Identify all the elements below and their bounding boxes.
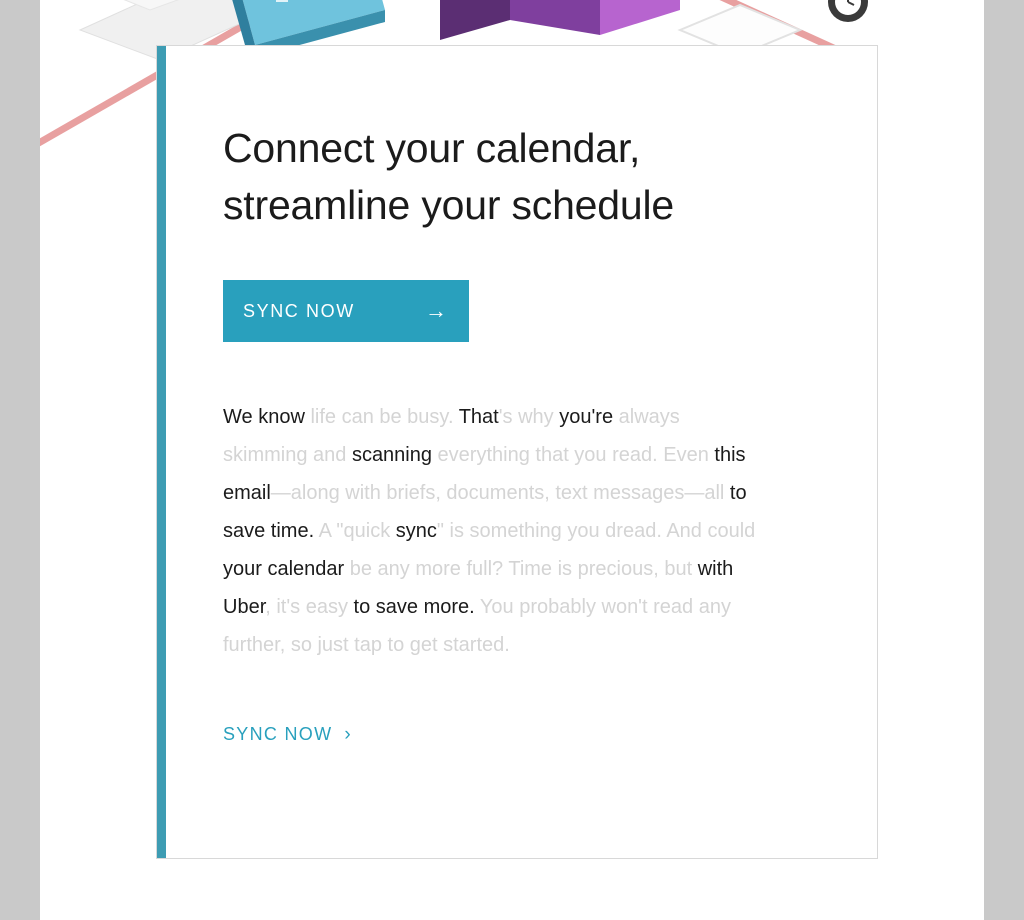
headline-line-2: streamline your schedule	[223, 182, 674, 228]
body-copy-highlight: We know	[223, 406, 311, 428]
body-copy	[223, 342, 763, 664]
body-copy-highlight: That	[458, 406, 499, 428]
sync-now-button-label: SYNC NOW	[243, 300, 355, 321]
body-copy-muted: A "quick	[314, 520, 396, 542]
body-copy-highlight: sync	[395, 520, 437, 542]
body-copy-muted: everything that you read. Even	[432, 444, 715, 466]
body-copy-highlight: with Uber	[223, 558, 734, 618]
email-body	[40, 0, 984, 880]
body-copy-highlight: to save time.	[223, 482, 747, 542]
card-content	[223, 46, 877, 858]
body-copy-muted: , it's easy	[265, 596, 354, 618]
body-copy-highlight: you're	[559, 406, 619, 428]
sync-now-link[interactable]	[223, 724, 352, 745]
sync-now-link-label: SYNC NOW	[223, 724, 333, 744]
headline-line-1: Connect your calendar,	[223, 125, 641, 171]
body-copy-highlight: scanning	[351, 444, 432, 466]
body-copy-muted: be any more full? Time is precious, but	[344, 558, 698, 580]
body-copy-highlight: your calendar	[223, 558, 345, 580]
body-copy-muted: —along with briefs, documents, text messages—all	[270, 482, 730, 504]
body-copy-highlight: this email	[223, 444, 746, 504]
body-copy-highlight: to save more.	[353, 596, 475, 618]
card-accent-bar	[157, 46, 166, 858]
page-footer-gutter	[40, 880, 984, 920]
page-title	[223, 46, 783, 234]
sync-now-button[interactable]	[223, 280, 469, 342]
chevron-right-icon: ›	[344, 724, 353, 745]
body-copy-muted: always skimming and	[223, 406, 680, 466]
body-copy-muted: 's why	[498, 406, 560, 428]
arrow-right-icon: →	[425, 298, 447, 323]
body-copy-muted: You probably won't read any further, so just tap to get started.	[223, 596, 731, 656]
body-copy-muted: " is something you dread. And could	[436, 520, 756, 542]
promo-card	[156, 45, 878, 859]
body-copy-muted: life can be busy.	[310, 406, 459, 428]
